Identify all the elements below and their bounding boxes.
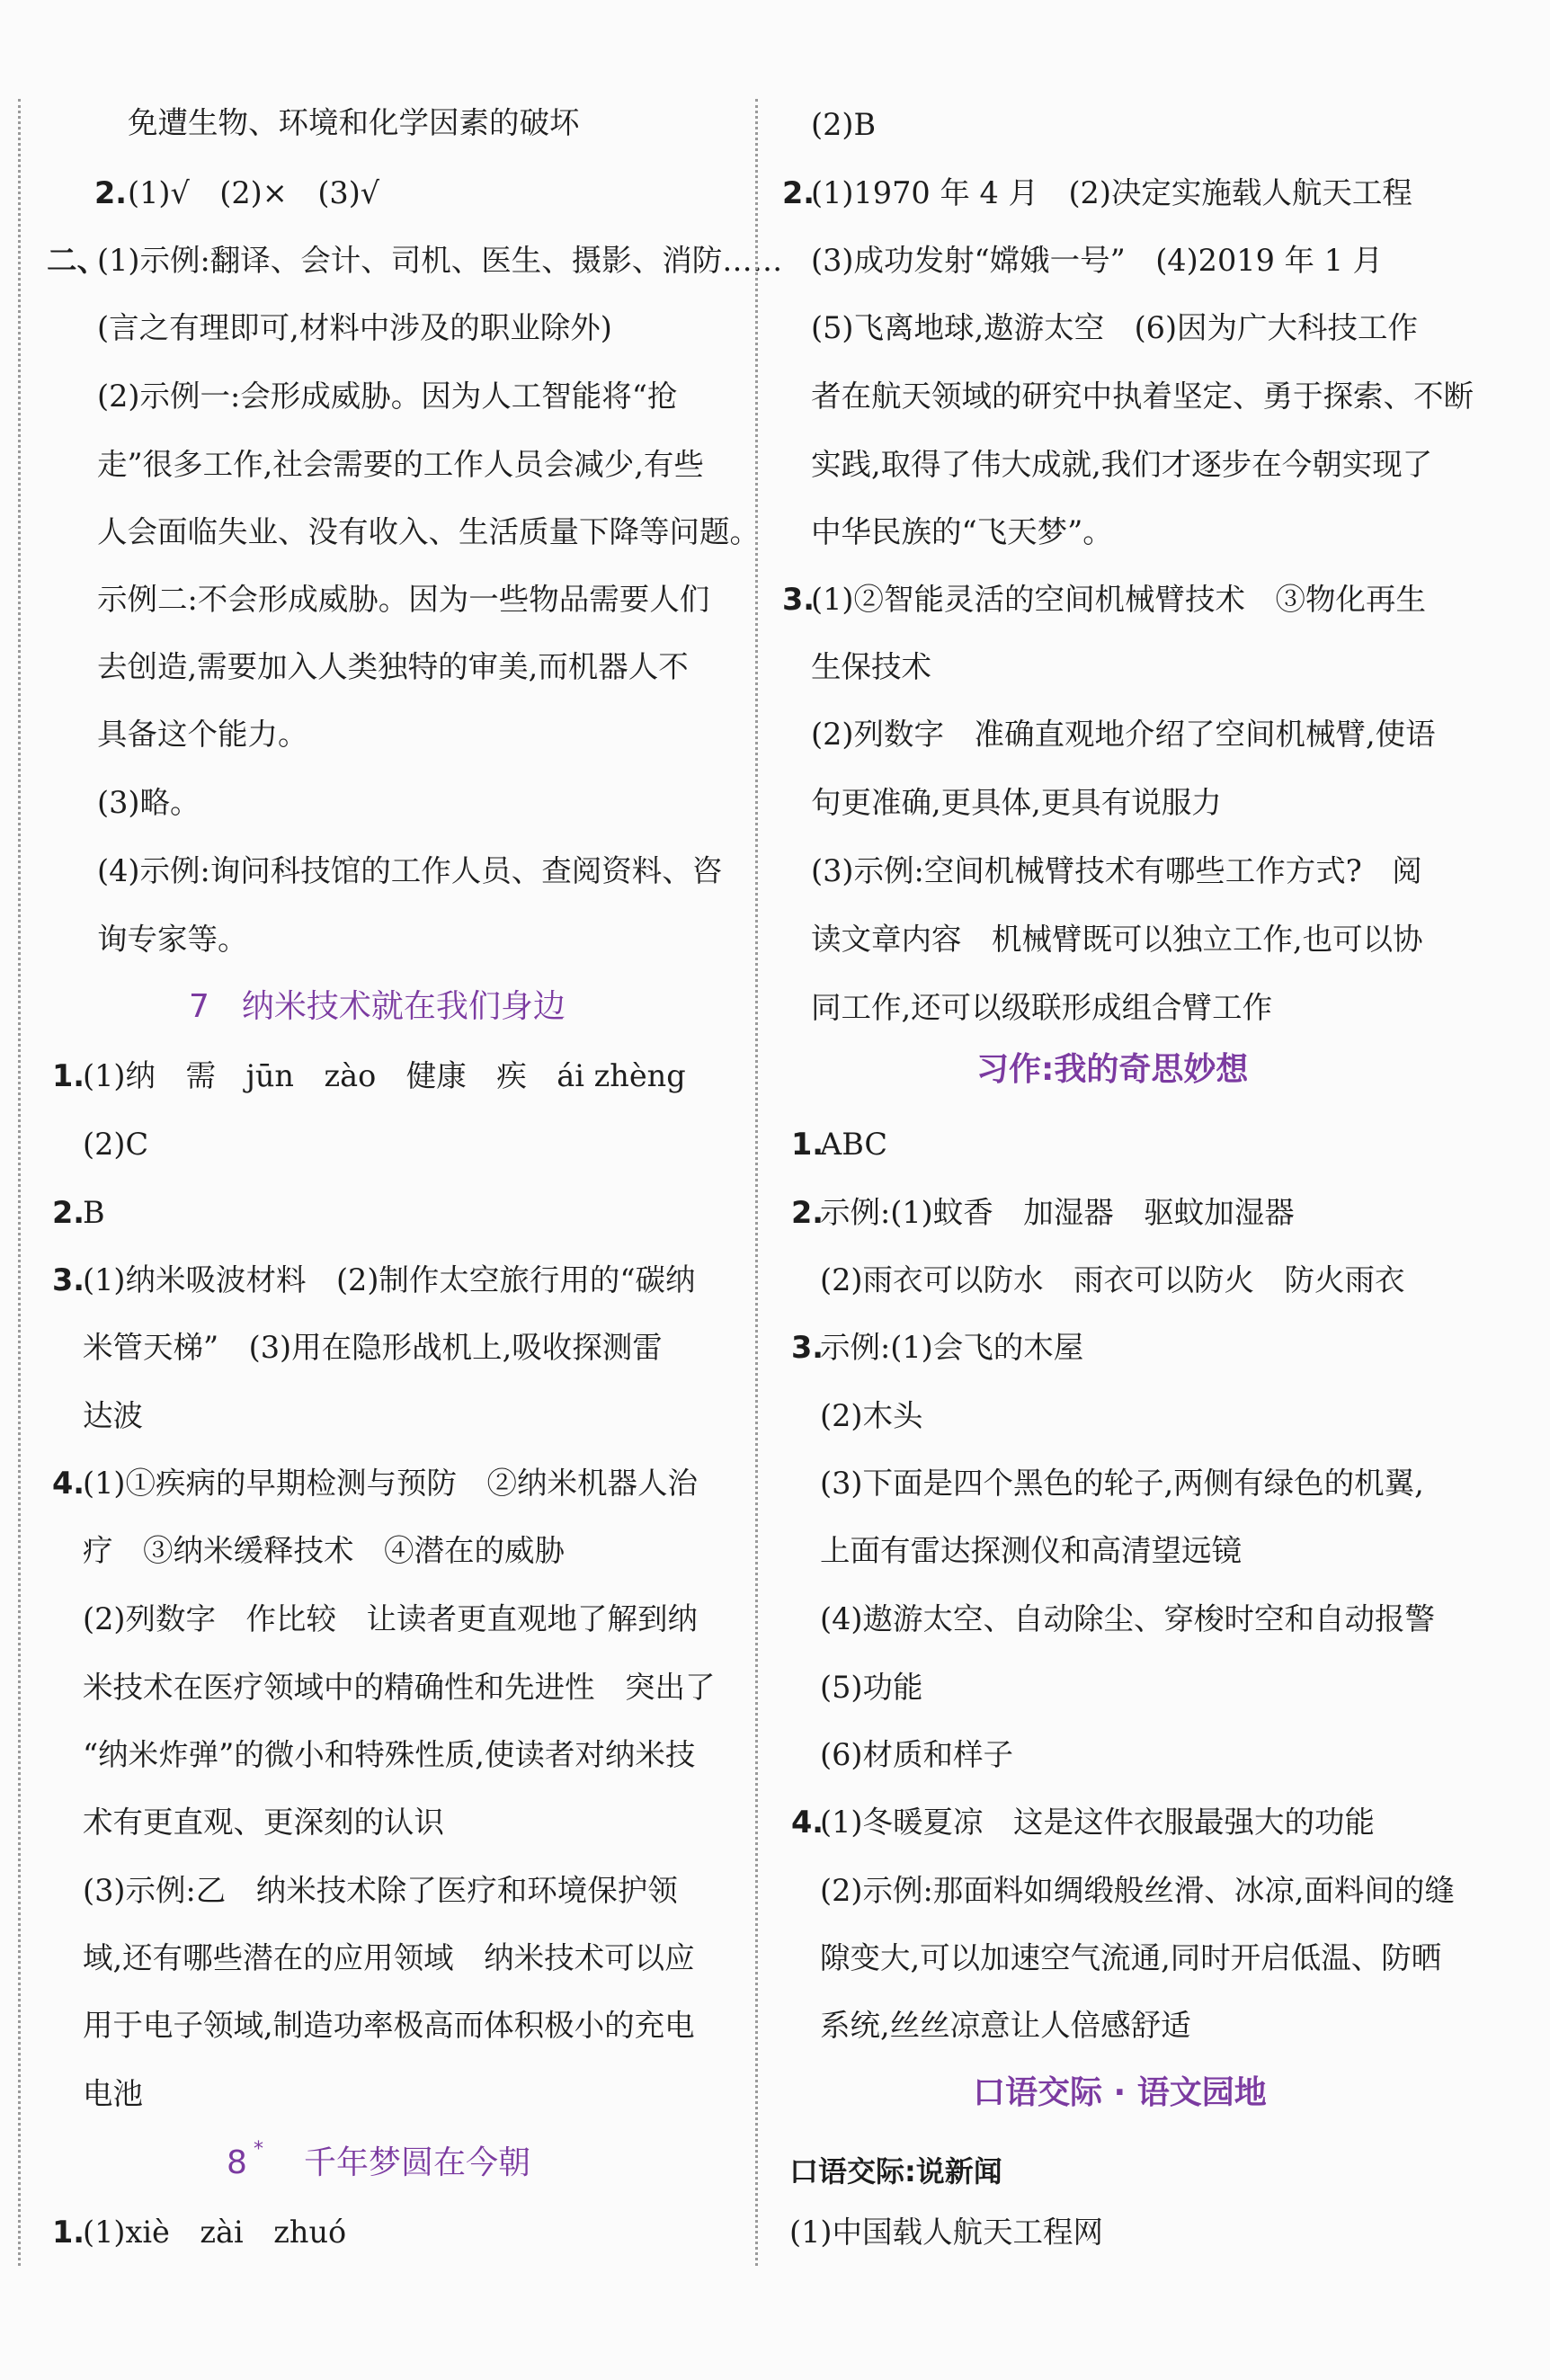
text-line: 句更准确,更具体,更具有说服力 xyxy=(811,785,1222,820)
text-line: (3)成功发射“嫦娥一号” (4)2019 年 1 月 xyxy=(811,243,1384,278)
text-line: (3)下面是四个黑色的轮子,两侧有绿色的机翼, xyxy=(820,1466,1424,1501)
text-line: 询专家等。 xyxy=(97,922,248,957)
text-line: (3)示例:空间机械臂技术有哪些工作方式? 阅 xyxy=(811,853,1422,888)
text-line: (1)xiè zài zhuó xyxy=(83,2215,347,2250)
text-line: 实践,取得了伟大成就,我们才逐步在今朝实现了 xyxy=(811,447,1433,482)
xizuo-title: 习作:我的奇思妙想 xyxy=(976,1051,1249,1088)
text-line: 术有更直观、更深刻的认识 xyxy=(83,1805,444,1840)
text-line: 米管天梯” (3)用在隐形战机上,吸收探测雷 xyxy=(83,1330,663,1365)
text-line: (6)材质和样子 xyxy=(820,1737,1013,1772)
text-line: B xyxy=(83,1195,105,1230)
text-line: 具备这个能力。 xyxy=(97,717,308,752)
item-number: 1. xyxy=(52,1058,85,1093)
item-number: 3. xyxy=(782,582,815,617)
text-line: (4)遨游太空、自动除尘、穿梭时空和自动报警 xyxy=(820,1601,1435,1636)
text-line: 达波 xyxy=(83,1398,143,1433)
text-line: 读文章内容 机械臂既可以独立工作,也可以协 xyxy=(811,922,1423,957)
text-line: 电池 xyxy=(83,2076,143,2111)
text-line: (2)示例一:会形成威胁。因为人工智能将“抢 xyxy=(97,379,678,414)
text-line: 上面有雷达探测仪和高清望远镜 xyxy=(820,1533,1242,1568)
text-line: 示例:(1)会飞的木屋 xyxy=(820,1330,1084,1365)
kouyu-title: 口语交际 · 语文园地 xyxy=(973,2074,1267,2111)
text-line: 者在航天领域的研究中执着坚定、勇于探索、不断 xyxy=(811,379,1474,414)
text-line: 域,还有哪些潜在的应用领域 纳米技术可以应 xyxy=(83,1940,695,1975)
text-line: 去创造,需要加入人类独特的审美,而机器人不 xyxy=(97,649,689,684)
left-margin-divider xyxy=(18,99,21,2266)
text-line: (4)示例:询问科技馆的工作人员、查阅资料、咨 xyxy=(97,853,723,888)
section-8-title: 千年梦圆在今朝 xyxy=(304,2144,531,2181)
kouyu-subheading: 口语交际:说新闻 xyxy=(789,2154,1002,2188)
text-line: 隙变大,可以加速空气流通,同时开启低温、防晒 xyxy=(820,1940,1442,1975)
text-line: 用于电子领域,制造功率极高而体积极小的充电 xyxy=(83,2008,695,2043)
text-line: (1)冬暖夏凉 这是这件衣服最强大的功能 xyxy=(820,1805,1375,1840)
text-line: (1)纳 需 jūn zào 健康 疾 ái zhèng xyxy=(83,1058,686,1093)
item-number: 2. xyxy=(782,175,815,210)
item-number: 2. xyxy=(791,1195,824,1230)
text-line: (2)列数字 作比较 让读者更直观地了解到纳 xyxy=(83,1601,698,1636)
text-line: (2)C xyxy=(83,1127,149,1162)
text-line: (1)示例:翻译、会计、司机、医生、摄影、消防…… xyxy=(97,243,783,278)
text-line: 疗 ③纳米缓释技术 ④潜在的威胁 xyxy=(83,1533,565,1568)
item-number: 1. xyxy=(791,1127,824,1162)
item-number: 2. xyxy=(52,1195,85,1230)
column-divider xyxy=(755,99,758,2266)
text-line: (2)木头 xyxy=(820,1398,923,1433)
text-line: (5)功能 xyxy=(820,1670,923,1705)
text-line: 走”很多工作,社会需要的工作人员会减少,有些 xyxy=(97,447,704,482)
text-line: (1)1970 年 4 月 (2)决定实施载人航天工程 xyxy=(811,175,1412,210)
section-7-title: 7 纳米技术就在我们身边 xyxy=(189,988,566,1025)
section-8-number: 8 xyxy=(227,2144,247,2181)
item-number: 2. xyxy=(94,175,128,210)
text-line: (1)√ (2)× (3)√ xyxy=(128,175,380,210)
text-line: (2)列数字 准确直观地介绍了空间机械臂,使语 xyxy=(811,717,1436,752)
text-line: (2)B xyxy=(811,107,877,142)
text-line: (1)中国载人航天工程网 xyxy=(789,2215,1103,2250)
text-line: (1)纳米吸波材料 (2)制作太空旅行用的“碳纳 xyxy=(83,1262,696,1297)
text-line: 中华民族的“飞天梦”。 xyxy=(811,514,1113,549)
text-line: 免遭生物、环境和化学因素的破坏 xyxy=(128,105,580,140)
text-line: “纳米炸弹”的微小和特殊性质,使读者对纳米技 xyxy=(83,1737,696,1772)
text-line: (2)雨衣可以防水 雨衣可以防火 防火雨衣 xyxy=(820,1262,1405,1297)
text-line: 生保技术 xyxy=(811,649,931,684)
text-line: (3)示例:乙 纳米技术除了医疗和环境保护领 xyxy=(83,1873,678,1908)
text-line: 同工作,还可以级联形成组合臂工作 xyxy=(811,990,1273,1025)
text-line: 示例二:不会形成威胁。因为一些物品需要人们 xyxy=(97,582,710,617)
item-number: 4. xyxy=(52,1466,85,1501)
item-number: 3. xyxy=(52,1262,85,1297)
text-line: (3)略。 xyxy=(97,785,200,820)
text-line: (5)飞离地球,遨游太空 (6)因为广大科技工作 xyxy=(811,310,1419,345)
text-line: 示例:(1)蚊香 加湿器 驱蚊加湿器 xyxy=(820,1195,1295,1230)
item-number: 3. xyxy=(791,1330,824,1365)
text-line: (2)示例:那面料如绸缎般丝滑、冰凉,面料间的缝 xyxy=(820,1873,1455,1908)
text-line: (言之有理即可,材料中涉及的职业除外) xyxy=(97,310,612,345)
text-line: 人会面临失业、没有收入、生活质量下降等问题。 xyxy=(97,514,760,549)
item-number: 二、 xyxy=(47,243,107,278)
item-number: 4. xyxy=(791,1805,824,1840)
text-line: ABC xyxy=(820,1127,888,1162)
section-8-star: * xyxy=(254,2138,263,2161)
text-line: 米技术在医疗领域中的精确性和先进性 突出了 xyxy=(83,1670,716,1705)
item-number: 1. xyxy=(52,2215,85,2250)
text-line: 系统,丝丝凉意让人倍感舒适 xyxy=(820,2008,1191,2043)
text-line: (1)②智能灵活的空间机械臂技术 ③物化再生 xyxy=(811,582,1426,617)
text-line: (1)①疾病的早期检测与预防 ②纳米机器人治 xyxy=(83,1466,698,1501)
